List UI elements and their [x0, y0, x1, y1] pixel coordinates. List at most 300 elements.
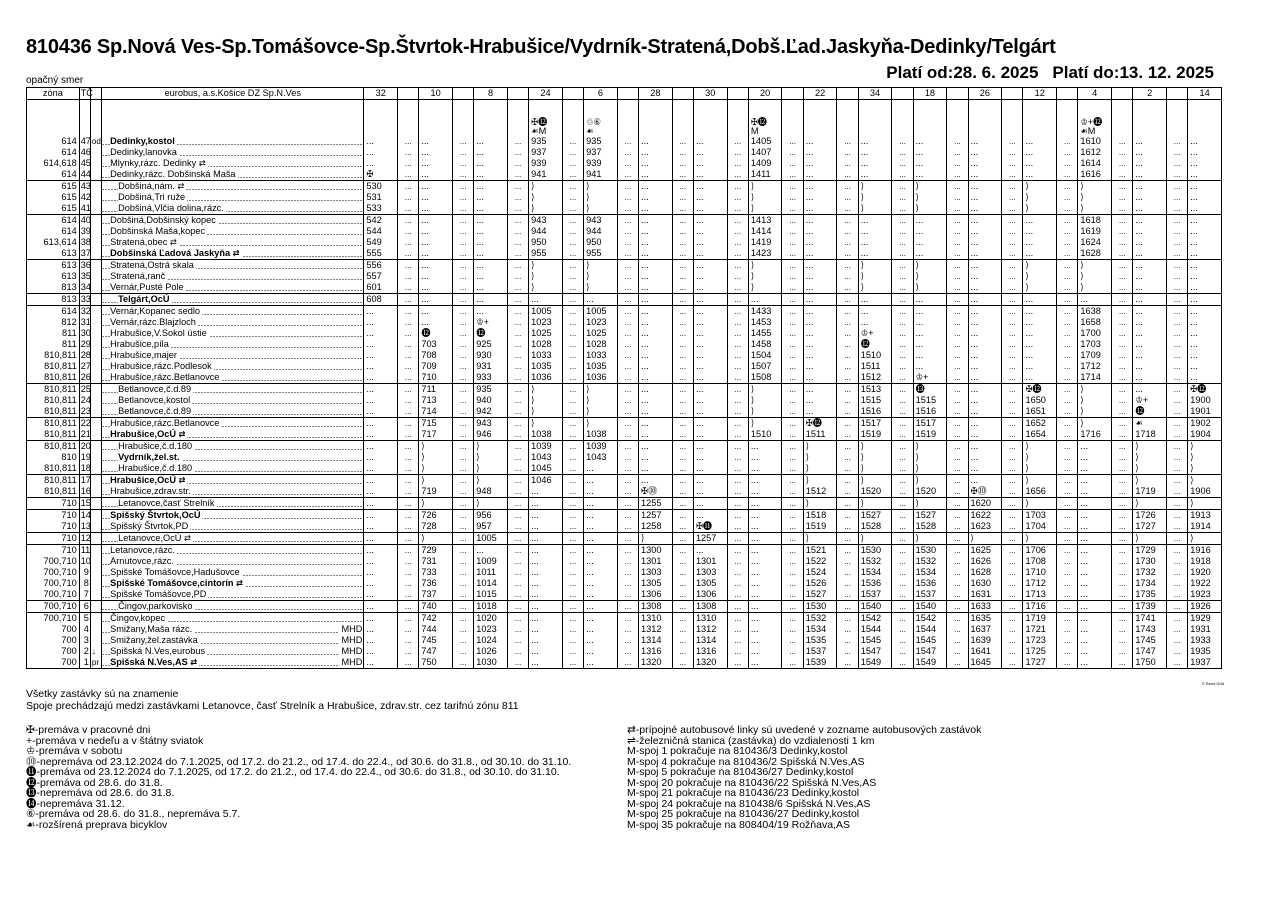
time-cell: ...: [1133, 181, 1167, 193]
note-cell: ...: [398, 294, 419, 306]
time-cell: ...: [474, 271, 508, 282]
time-cell: 713: [419, 395, 453, 406]
note-cell: ...: [1166, 350, 1187, 361]
time-cell: ⟩: [1078, 181, 1112, 193]
note-cell: ...: [947, 226, 968, 237]
stop-row: [27, 361, 1222, 372]
time-cell: 1633: [968, 601, 1002, 613]
time-cell: ♲⑥ ☙: [584, 100, 618, 137]
time-cell: 1729: [1133, 545, 1167, 557]
note-cell: ...: [672, 372, 693, 384]
stop-name-cell: [102, 136, 364, 147]
note-cell: ...: [1166, 601, 1187, 613]
valid-from: Platí od:28. 6. 2025: [886, 63, 1039, 82]
note-cell: ...: [672, 328, 693, 339]
time-cell: 1530: [803, 601, 837, 613]
note-cell: ...: [507, 545, 528, 557]
timetable-body: [27, 100, 1222, 669]
note-cell: ...: [1057, 294, 1078, 306]
note-cell: [727, 100, 748, 137]
time-cell: ...: [584, 475, 618, 487]
time-cell: ...: [913, 350, 947, 361]
time-cell: ...: [913, 158, 947, 169]
time-cell: 1314: [693, 635, 727, 646]
time-cell: ...: [803, 317, 837, 328]
time-cell: ⟩: [584, 271, 618, 282]
time-cell: ⟩: [1188, 441, 1222, 453]
note-cell: ...: [1112, 260, 1133, 272]
note-cell: ...: [727, 498, 748, 510]
time-cell: 935: [584, 136, 618, 147]
note-cell: ...: [1057, 203, 1078, 215]
note-cell: ...: [1057, 475, 1078, 487]
time-cell: ...: [584, 567, 618, 578]
time-cell: [474, 100, 508, 137]
note-cell: ...: [1166, 361, 1187, 372]
note-cell: ...: [947, 169, 968, 181]
stop-name: Hrabušice,píla: [110, 339, 169, 349]
note-cell: ...: [837, 226, 858, 237]
time-cell: ...: [968, 418, 1002, 430]
note-cell: ...: [562, 306, 583, 318]
time-cell: ...: [584, 578, 618, 589]
zone-cell: 613: [27, 260, 80, 272]
time-cell: ...: [639, 475, 673, 487]
note-cell: ...: [1002, 486, 1023, 498]
legend-item: ⇌-železničná stanica (zastávka) do vzdialenosti 1 km: [627, 734, 875, 747]
note-cell: ...: [1166, 533, 1187, 545]
stop-number-cell: 2: [79, 646, 90, 657]
note-cell: ...: [507, 147, 528, 158]
note-cell: ...: [452, 372, 473, 384]
note-cell: ...: [947, 317, 968, 328]
operator-header: eurobus, a.s.Košice DZ Sp.N.Ves: [102, 88, 364, 100]
footer-note-request-stops: Všetky zastávky sú na znamenie: [26, 688, 179, 700]
stop-name: Stratená,obec ⇄: [110, 237, 177, 247]
note-cell: ...: [1112, 181, 1133, 193]
note-cell: ...: [452, 350, 473, 361]
time-cell: ...: [639, 306, 673, 318]
time-cell: 1544: [858, 624, 892, 635]
time-cell: ...: [529, 533, 563, 545]
stop-name: Hrabušice,majer: [110, 350, 177, 360]
note-column-header: [837, 88, 858, 100]
note-cell: ...: [892, 498, 913, 510]
time-cell: ...: [419, 192, 453, 203]
note-cell: ...: [727, 294, 748, 306]
time-cell: ...: [364, 384, 398, 396]
note-cell: ...: [837, 237, 858, 248]
time-cell: ...: [1078, 556, 1112, 567]
note-cell: ...: [398, 169, 419, 181]
note-cell: ...: [1002, 521, 1023, 533]
note-cell: ...: [782, 203, 803, 215]
note-cell: ...: [617, 498, 638, 510]
time-cell: ...: [1133, 282, 1167, 294]
time-cell: ...: [364, 441, 398, 453]
stop-number-cell: 17: [80, 475, 91, 485]
note-cell: ...: [1002, 350, 1023, 361]
time-cell: ...: [858, 158, 892, 169]
note-cell: ...: [672, 226, 693, 237]
time-cell: ...: [1023, 237, 1057, 248]
note-cell: ...: [1057, 418, 1078, 430]
zone-cell: 810,811: [27, 372, 80, 384]
note-cell: ...: [837, 533, 858, 545]
arrival-departure-marker: [90, 486, 101, 498]
stop-name-cell: [102, 452, 364, 463]
note-cell: ...: [617, 361, 638, 372]
time-cell: ...: [1188, 317, 1222, 328]
time-cell: ⟩: [913, 441, 947, 453]
time-cell: ⟩: [858, 463, 892, 475]
time-cell: ⟩: [748, 181, 782, 193]
arrival-departure-marker: [90, 226, 101, 237]
time-cell: 1710: [1023, 567, 1057, 578]
stop-name: Stratená,ranč: [110, 271, 166, 281]
note-cell: ...: [837, 601, 858, 613]
note-cell: ...: [398, 192, 419, 203]
stop-number-cell: 33: [80, 294, 91, 304]
note-cell: ...: [947, 613, 968, 625]
time-cell: ...: [1133, 136, 1167, 147]
time-cell: ...: [803, 181, 837, 193]
note-cell: ...: [1166, 646, 1187, 657]
note-cell: ...: [947, 657, 968, 669]
note-cell: ...: [617, 624, 638, 635]
note-cell: ...: [672, 624, 693, 635]
note-cell: ...: [672, 215, 693, 227]
time-cell: ...: [748, 545, 782, 557]
time-cell: 1547: [858, 646, 892, 657]
note-cell: ...: [947, 429, 968, 441]
note-cell: ...: [507, 317, 528, 328]
time-cell: ...: [1133, 192, 1167, 203]
arrival-departure-marker: [90, 192, 101, 203]
stop-number-cell: 23: [80, 406, 91, 416]
stop-row: [27, 545, 1222, 557]
note-cell: [452, 100, 473, 137]
time-cell: 1305: [693, 578, 727, 589]
note-cell: ...: [562, 601, 583, 613]
note-cell: ...: [562, 248, 583, 260]
note-cell: ...: [672, 271, 693, 282]
note-cell: ...: [452, 260, 473, 272]
time-cell: ...: [1188, 260, 1222, 272]
note-cell: ...: [672, 384, 693, 396]
note-cell: ...: [507, 339, 528, 350]
note-column-header: [562, 88, 583, 100]
time-cell: 1312: [639, 624, 673, 635]
note-cell: ...: [947, 646, 968, 657]
time-cell: ...: [639, 317, 673, 328]
stop-row: [27, 406, 1222, 418]
stop-row: [27, 657, 1222, 669]
time-cell: ⟩: [913, 475, 947, 487]
note-cell: ...: [727, 384, 748, 396]
stop-number-cell: 41: [80, 203, 91, 213]
time-cell: ...: [584, 556, 618, 567]
time-cell: ...: [693, 203, 727, 215]
note-cell: ...: [1057, 282, 1078, 294]
note-cell: ...: [1166, 294, 1187, 306]
note-cell: ...: [837, 282, 858, 294]
note-cell: ...: [947, 635, 968, 646]
time-cell: ⟩: [1133, 498, 1167, 510]
note-cell: ...: [562, 158, 583, 169]
time-cell: 937: [584, 147, 618, 158]
note-cell: ...: [947, 578, 968, 589]
time-cell: [1188, 100, 1222, 137]
note-cell: ...: [562, 486, 583, 498]
note-cell: ...: [1112, 158, 1133, 169]
note-cell: ...: [892, 418, 913, 430]
note-cell: ...: [1057, 657, 1078, 669]
note-cell: ...: [617, 158, 638, 169]
time-cell: 1513: [858, 384, 892, 396]
time-cell: ...: [913, 248, 947, 260]
note-cell: ...: [1057, 271, 1078, 282]
time-cell: ...: [1133, 248, 1167, 260]
time-cell: 1712: [1023, 578, 1057, 589]
time-cell: 950: [584, 237, 618, 248]
time-cell: 1652: [1023, 418, 1057, 430]
time-cell: 957: [474, 521, 508, 533]
note-cell: ...: [1166, 260, 1187, 272]
stop-name: Hrabušice,č.d.180: [118, 463, 193, 473]
stop-name-cell: [102, 317, 364, 328]
stop-name-cell: [102, 624, 364, 635]
time-cell: ...: [803, 203, 837, 215]
time-cell: 717: [419, 429, 453, 441]
note-cell: ...: [507, 657, 528, 669]
time-cell: ⟩: [474, 498, 508, 510]
zone-cell: 810,811: [27, 475, 80, 487]
time-cell: 714: [419, 406, 453, 418]
note-cell: ...: [452, 395, 473, 406]
time-cell: 1714: [1078, 372, 1112, 384]
note-cell: ...: [947, 339, 968, 350]
time-cell: 1628: [1078, 248, 1112, 260]
time-cell: ...: [419, 271, 453, 282]
legend-left: [26, 725, 571, 830]
note-cell: ...: [1057, 328, 1078, 339]
arrival-departure-marker: [90, 635, 101, 646]
zone-cell: 710: [27, 498, 80, 510]
note-cell: ...: [1166, 215, 1187, 227]
note-cell: [1112, 100, 1133, 137]
stop-name: Vydrník,žel.st.: [118, 452, 180, 462]
time-cell: 955: [584, 248, 618, 260]
time-cell: 1937: [1188, 657, 1222, 669]
note-cell: [837, 100, 858, 137]
time-cell: ...: [693, 441, 727, 453]
time-cell: 1716: [1078, 429, 1112, 441]
note-cell: ...: [947, 136, 968, 147]
time-cell: 729: [419, 545, 453, 557]
stop-number-cell: 22: [80, 418, 91, 428]
note-cell: ...: [1057, 624, 1078, 635]
note-cell: ...: [507, 260, 528, 272]
time-cell: ...: [693, 429, 727, 441]
note-cell: ...: [1166, 226, 1187, 237]
time-cell: ⟩: [529, 192, 563, 203]
note-cell: ...: [398, 406, 419, 418]
time-cell: 1658: [1078, 317, 1112, 328]
note-cell: ...: [507, 181, 528, 193]
note-cell: ...: [1002, 226, 1023, 237]
stop-name: Dobšiná,Tri ruže: [118, 192, 186, 202]
time-cell: 530: [364, 181, 398, 193]
time-cell: ✠⓬: [1188, 384, 1222, 396]
time-cell: ...: [1188, 361, 1222, 372]
note-cell: ...: [1166, 248, 1187, 260]
note-cell: ...: [672, 361, 693, 372]
time-cell: ...: [639, 237, 673, 248]
arrival-departure-marker: [90, 578, 101, 589]
note-column-header: [782, 88, 803, 100]
note-cell: ...: [507, 384, 528, 396]
note-cell: ...: [452, 589, 473, 601]
stop-name: Hrabušice,OcÚ ⇄: [110, 475, 186, 485]
note-cell: ...: [1166, 339, 1187, 350]
time-cell: ...: [364, 533, 398, 545]
note-cell: ...: [1166, 203, 1187, 215]
stop-row: [27, 306, 1222, 318]
stop-name: Smižany,Maša rázc.: [110, 624, 193, 634]
note-cell: ...: [1166, 578, 1187, 589]
time-cell: 1549: [858, 657, 892, 669]
footer-note-zone: Spoje prechádzajú medzi zastávkami Letanovce, časť Strelník a Hrabušice, zdrav.str. cez tarifnú zónu 811: [26, 700, 519, 712]
note-cell: ...: [727, 169, 748, 181]
note-cell: ...: [507, 282, 528, 294]
note-cell: ...: [1002, 635, 1023, 646]
note-cell: ...: [507, 589, 528, 601]
time-cell: 1900: [1188, 395, 1222, 406]
time-cell: 1025: [529, 328, 563, 339]
time-cell: ...: [639, 463, 673, 475]
time-cell: 1039: [584, 441, 618, 453]
time-cell: 1530: [913, 545, 947, 557]
time-cell: 1618: [1078, 215, 1112, 227]
time-cell: 1540: [858, 601, 892, 613]
time-cell: 1014: [474, 578, 508, 589]
time-cell: ...: [858, 147, 892, 158]
time-cell: ⟩: [803, 452, 837, 463]
note-cell: ...: [452, 567, 473, 578]
time-cell: ⟩: [913, 452, 947, 463]
stop-name-cell: [102, 556, 364, 567]
time-cell: 1727: [1133, 521, 1167, 533]
time-cell: ⟩: [913, 181, 947, 193]
note-cell: ...: [837, 339, 858, 350]
trip-header: 34: [858, 88, 892, 100]
time-cell: ...: [693, 372, 727, 384]
time-cell: ...: [1188, 136, 1222, 147]
note-cell: ...: [1112, 624, 1133, 635]
time-cell: ...: [748, 498, 782, 510]
note-cell: ...: [782, 271, 803, 282]
stop-name: Spišské Tomášovce,cintorín ⇄: [110, 578, 243, 588]
time-cell: 1320: [639, 657, 673, 669]
note-cell: ...: [1166, 657, 1187, 669]
stop-name-cell: [102, 147, 364, 158]
note-cell: ...: [892, 350, 913, 361]
time-cell: ...: [639, 215, 673, 227]
note-cell: ...: [617, 147, 638, 158]
time-cell: 943: [474, 418, 508, 430]
note-cell: ...: [672, 203, 693, 215]
note-cell: ...: [452, 486, 473, 498]
time-cell: 1726: [1133, 510, 1167, 522]
stop-row: [27, 475, 1222, 487]
stop-name: Dobšinská Ľadová Jaskyňa ⇄: [110, 248, 240, 258]
time-cell: 956: [474, 510, 508, 522]
note-cell: ...: [892, 147, 913, 158]
time-cell: 1623: [968, 521, 1002, 533]
note-cell: ...: [562, 624, 583, 635]
time-cell: 1312: [693, 624, 727, 635]
time-cell: ...: [748, 475, 782, 487]
note-cell: ...: [562, 418, 583, 430]
time-cell: 744: [419, 624, 453, 635]
time-cell: ⟩: [858, 181, 892, 193]
time-cell: ...: [1133, 306, 1167, 318]
time-cell: ⟩: [474, 441, 508, 453]
arrival-departure-marker: [90, 215, 101, 227]
time-cell: 1716: [1023, 601, 1057, 613]
time-cell: 1515: [858, 395, 892, 406]
note-cell: ...: [947, 475, 968, 487]
stop-name-cell: [102, 475, 364, 487]
stop-name: Dedinky,lanovka: [110, 147, 177, 157]
time-cell: 1656: [1023, 486, 1057, 498]
time-cell: ...: [584, 646, 618, 657]
note-cell: ...: [398, 226, 419, 237]
time-cell: 1257: [693, 533, 727, 545]
zone-cell: 813: [27, 294, 80, 306]
note-cell: ...: [562, 260, 583, 272]
time-cell: ⓬: [474, 328, 508, 339]
stop-number-cell: 19: [80, 452, 91, 462]
time-cell: 950: [529, 237, 563, 248]
note-cell: ...: [672, 556, 693, 567]
time-cell: ...: [639, 418, 673, 430]
note-cell: ...: [782, 578, 803, 589]
note-cell: ...: [727, 567, 748, 578]
time-cell: ...: [968, 147, 1002, 158]
note-cell: ...: [892, 613, 913, 625]
stop-name: Dobšiná,Dobšinský kopec: [110, 215, 216, 225]
note-cell: ...: [398, 317, 419, 328]
time-cell: 1735: [1133, 589, 1167, 601]
note-cell: ...: [837, 317, 858, 328]
stop-name: Spišské Tomášovce,PD: [110, 589, 207, 599]
zone-cell: 614: [27, 147, 80, 158]
time-cell: ...: [364, 613, 398, 625]
note-cell: ...: [947, 498, 968, 510]
time-cell: ⟩: [858, 271, 892, 282]
time-cell: ...: [584, 533, 618, 545]
note-cell: ...: [452, 624, 473, 635]
zone-cell: 710: [27, 533, 80, 545]
note-cell: ...: [507, 521, 528, 533]
time-cell: ...: [364, 657, 398, 669]
time-cell: 1521: [803, 545, 837, 557]
zone-cell: 615: [27, 203, 80, 215]
note-cell: ...: [1002, 158, 1023, 169]
time-cell: ⟩: [913, 282, 947, 294]
